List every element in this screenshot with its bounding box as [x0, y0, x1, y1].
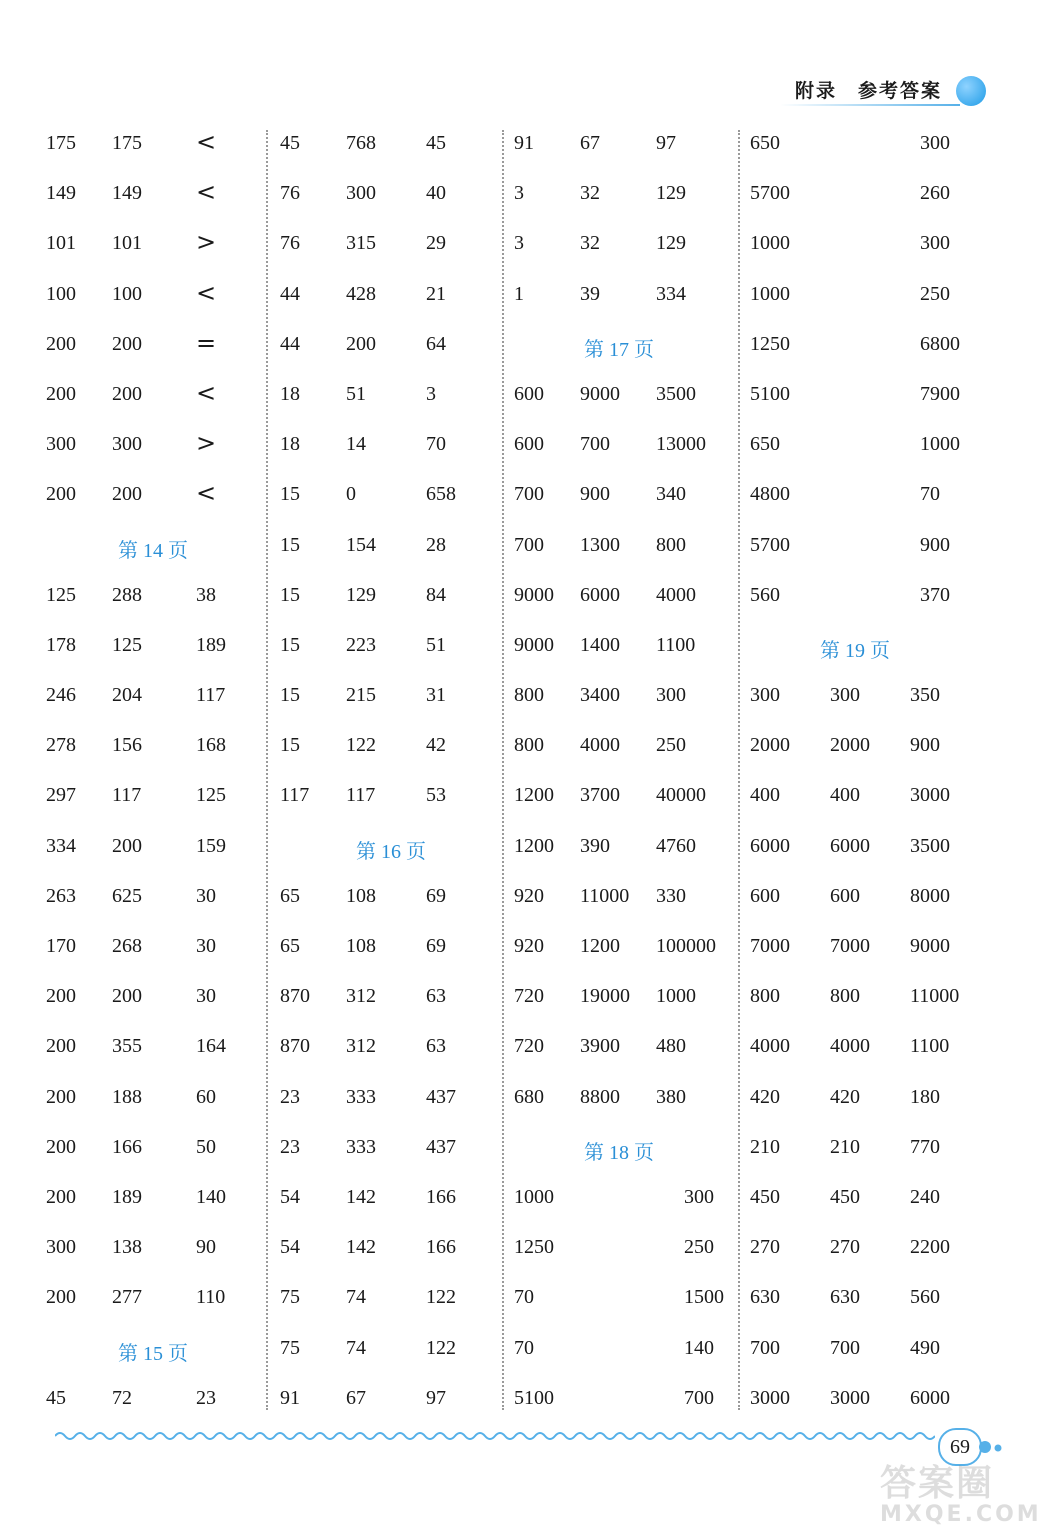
- answer-value: 44: [280, 282, 300, 305]
- answer-value: 65: [280, 935, 300, 957]
- answer-value: 149: [46, 182, 76, 205]
- answer-value: 200: [112, 483, 142, 506]
- answer-value: 108: [346, 935, 376, 957]
- answer-value: 250: [684, 1236, 714, 1259]
- answer-value: 72: [112, 1386, 132, 1409]
- answer-value: 312: [346, 1035, 376, 1058]
- comparison-symbol: >: [196, 228, 217, 257]
- answer-value: 69: [426, 884, 446, 907]
- answer-value: 129: [656, 182, 686, 205]
- answer-value: 50: [196, 1135, 216, 1158]
- answer-value: 1300: [580, 533, 620, 556]
- answer-value: 450: [750, 1185, 780, 1208]
- answer-value: 1200: [580, 935, 620, 957]
- answer-value: 1250: [750, 332, 790, 355]
- answer-value: 420: [830, 1085, 860, 1108]
- page-section-heading: 第 14 页: [118, 539, 188, 562]
- answer-value: 315: [346, 232, 376, 255]
- answer-value: 1200: [514, 834, 554, 857]
- answer-value: 658: [426, 483, 456, 506]
- wave-divider: [55, 1428, 935, 1444]
- answer-value: 70: [514, 1336, 534, 1359]
- answer-value: 70: [514, 1286, 534, 1309]
- answer-value: 32: [580, 232, 600, 255]
- answer-value: 76: [280, 232, 300, 255]
- answer-value: 200: [112, 834, 142, 857]
- answer-value: 156: [112, 734, 142, 757]
- watermark-text: 答案圈: [880, 1463, 995, 1504]
- answer-value: 44: [280, 332, 300, 355]
- answer-value: 7900: [920, 382, 960, 405]
- answer-value: 15: [280, 633, 300, 656]
- answer-value: 3: [514, 182, 524, 205]
- answer-value: 9000: [514, 583, 554, 606]
- answer-value: 5700: [750, 533, 790, 556]
- answer-value: 75: [280, 1336, 300, 1359]
- answer-value: 30: [196, 935, 216, 957]
- answer-value: 210: [750, 1135, 780, 1158]
- answer-value: 11000: [910, 985, 960, 1008]
- answer-value: 250: [920, 282, 950, 305]
- answer-value: 200: [46, 1035, 76, 1058]
- answer-value: 450: [830, 1185, 860, 1208]
- answer-value: 200: [46, 985, 76, 1008]
- answer-value: 768: [346, 132, 376, 154]
- answer-value: 270: [750, 1236, 780, 1259]
- answer-value: 200: [112, 985, 142, 1008]
- column-separator: [266, 130, 268, 1410]
- comparison-symbol: <: [196, 128, 217, 156]
- answer-value: 1: [514, 282, 524, 305]
- answer-value: 6000: [580, 583, 620, 606]
- comparison-symbol: <: [196, 378, 217, 407]
- answer-value: 170: [46, 935, 76, 957]
- page-section-heading: 第 19 页: [820, 639, 890, 662]
- answer-value: 168: [196, 734, 226, 757]
- answer-value: 30: [196, 884, 216, 907]
- answer-value: 5100: [750, 382, 790, 405]
- answer-value: 18: [280, 382, 300, 405]
- answer-value: 32: [580, 182, 600, 205]
- answer-value: 142: [346, 1236, 376, 1259]
- page-section-heading: 第 16 页: [356, 840, 426, 863]
- answer-value: 19000: [580, 985, 630, 1008]
- answer-value: 51: [426, 633, 446, 656]
- answer-value: 90: [196, 1236, 216, 1259]
- answer-value: 300: [684, 1185, 714, 1208]
- answer-value: 91: [280, 1386, 300, 1409]
- answer-value: 300: [46, 1236, 76, 1259]
- answer-value: 900: [910, 734, 940, 757]
- answer-value: 1200: [514, 784, 554, 807]
- answer-value: 4760: [656, 834, 696, 857]
- answer-value: 900: [920, 533, 950, 556]
- answer-value: 200: [46, 1185, 76, 1208]
- answer-value: 4000: [750, 1035, 790, 1058]
- answer-value: 14: [346, 433, 366, 456]
- answer-value: 3: [426, 382, 436, 405]
- answer-value: 420: [750, 1085, 780, 1108]
- answer-value: 97: [426, 1386, 446, 1409]
- answer-value: 3900: [580, 1035, 620, 1058]
- answer-value: 263: [46, 884, 76, 907]
- answer-value: 870: [280, 985, 310, 1008]
- answer-value: 64: [426, 332, 446, 355]
- answer-value: 1250: [514, 1236, 554, 1259]
- answer-value: 720: [514, 1035, 544, 1058]
- answer-value: 76: [280, 182, 300, 205]
- answer-value: 490: [910, 1336, 940, 1359]
- answer-value: 8000: [910, 884, 950, 907]
- column-separator: [738, 130, 740, 1410]
- answer-value: 6000: [910, 1386, 950, 1409]
- answer-value: 97: [656, 132, 676, 154]
- answer-value: 122: [426, 1286, 456, 1309]
- answer-value: 69: [426, 935, 446, 957]
- answer-value: 1000: [656, 985, 696, 1008]
- comparison-symbol: <: [196, 479, 217, 508]
- answer-value: 9000: [910, 935, 950, 957]
- answer-value: 920: [514, 884, 544, 907]
- header-circle-decoration: [956, 76, 986, 106]
- answer-value: 42: [426, 734, 446, 757]
- answer-value: 175: [112, 132, 142, 154]
- answer-value: 560: [910, 1286, 940, 1309]
- answer-value: 770: [910, 1135, 940, 1158]
- answer-value: 870: [280, 1035, 310, 1058]
- answer-value: 63: [426, 1035, 446, 1058]
- answer-value: 246: [46, 684, 76, 707]
- answer-value: 13000: [656, 433, 706, 456]
- answer-value: 175: [46, 132, 76, 154]
- answer-value: 3: [514, 232, 524, 255]
- comparison-symbol: =: [196, 328, 217, 357]
- answer-value: 75: [280, 1286, 300, 1309]
- answer-value: 23: [280, 1135, 300, 1158]
- dots-decoration: [978, 1440, 1008, 1454]
- answer-value: 40: [426, 182, 446, 205]
- answer-value: 355: [112, 1035, 142, 1058]
- answer-value: 380: [656, 1085, 686, 1108]
- answer-value: 210: [830, 1135, 860, 1158]
- answer-value: 600: [514, 382, 544, 405]
- answer-value: 428: [346, 282, 376, 305]
- answer-value: 7000: [830, 935, 870, 957]
- answer-value: 250: [656, 734, 686, 757]
- answer-value: 625: [112, 884, 142, 907]
- answer-value: 117: [112, 784, 142, 807]
- answer-value: 15: [280, 684, 300, 707]
- answer-value: 1000: [514, 1185, 554, 1208]
- answer-value: 200: [112, 382, 142, 405]
- answer-value: 142: [346, 1185, 376, 1208]
- answer-value: 3400: [580, 684, 620, 707]
- answer-value: 122: [346, 734, 376, 757]
- answer-value: 560: [750, 583, 780, 606]
- answer-value: 2200: [910, 1236, 950, 1259]
- comparison-symbol: >: [196, 429, 217, 458]
- answer-value: 700: [830, 1336, 860, 1359]
- answer-value: 200: [46, 1085, 76, 1108]
- answer-value: 3000: [910, 784, 950, 807]
- answer-value: 4000: [580, 734, 620, 757]
- answer-value: 6800: [920, 332, 960, 355]
- answer-value: 70: [426, 433, 446, 456]
- answer-value: 53: [426, 784, 446, 807]
- answer-value: 39: [580, 282, 600, 305]
- answer-value: 100: [112, 282, 142, 305]
- answer-value: 91: [514, 132, 534, 154]
- answer-value: 2000: [830, 734, 870, 757]
- answer-value: 15: [280, 583, 300, 606]
- answer-value: 23: [196, 1386, 216, 1409]
- answer-value: 67: [346, 1386, 366, 1409]
- answer-value: 166: [112, 1135, 142, 1158]
- answer-value: 189: [196, 633, 226, 656]
- answer-value: 277: [112, 1286, 142, 1309]
- answer-value: 900: [580, 483, 610, 506]
- answer-value: 28: [426, 533, 446, 556]
- answer-value: 15: [280, 734, 300, 757]
- header-divider: [780, 104, 960, 106]
- answer-value: 278: [46, 734, 76, 757]
- answer-value: 300: [750, 684, 780, 707]
- answer-value: 7000: [750, 935, 790, 957]
- answer-value: 300: [46, 433, 76, 456]
- answer-value: 23: [280, 1085, 300, 1108]
- answer-value: 5100: [514, 1386, 554, 1409]
- answer-value: 11000: [580, 884, 630, 907]
- answer-value: 51: [346, 382, 366, 405]
- answer-value: 650: [750, 132, 780, 154]
- page-section-heading: 第 15 页: [118, 1342, 188, 1365]
- answer-value: 480: [656, 1035, 686, 1058]
- answer-value: 200: [46, 483, 76, 506]
- answer-value: 650: [750, 433, 780, 456]
- answer-value: 149: [112, 182, 142, 205]
- answer-value: 370: [920, 583, 950, 606]
- answer-value: 3500: [910, 834, 950, 857]
- answer-value: 215: [346, 684, 376, 707]
- answer-value: 330: [656, 884, 686, 907]
- answer-value: 125: [46, 583, 76, 606]
- answer-value: 200: [346, 332, 376, 355]
- answer-value: 101: [46, 232, 76, 255]
- watermark-logo: [880, 1455, 1042, 1527]
- answer-value: 15: [280, 483, 300, 506]
- answer-value: 129: [656, 232, 686, 255]
- answer-value: 630: [750, 1286, 780, 1309]
- column-separator: [502, 130, 504, 1410]
- answer-value: 60: [196, 1085, 216, 1108]
- comparison-symbol: <: [196, 178, 217, 207]
- answer-value: 164: [196, 1035, 226, 1058]
- answer-value: 140: [684, 1336, 714, 1359]
- answer-value: 300: [920, 132, 950, 154]
- answer-value: 70: [920, 483, 940, 506]
- answer-value: 84: [426, 583, 446, 606]
- answer-value: 100: [46, 282, 76, 305]
- answer-value: 630: [830, 1286, 860, 1309]
- answer-value: 189: [112, 1185, 142, 1208]
- answer-value: 45: [46, 1386, 66, 1409]
- answer-value: 1000: [750, 282, 790, 305]
- answer-value: 200: [46, 382, 76, 405]
- answer-value: 700: [514, 533, 544, 556]
- answer-value: 6000: [830, 834, 870, 857]
- answer-value: 800: [830, 985, 860, 1008]
- answer-value: 437: [426, 1135, 456, 1158]
- answer-value: 74: [346, 1336, 366, 1359]
- answer-value: 400: [750, 784, 780, 807]
- page-section-heading: 第 17 页: [584, 338, 654, 361]
- answer-value: 122: [426, 1336, 456, 1359]
- answer-value: 74: [346, 1286, 366, 1309]
- answer-value: 200: [46, 1135, 76, 1158]
- answer-value: 1500: [684, 1286, 724, 1309]
- answer-value: 54: [280, 1236, 300, 1259]
- page-number: 69: [938, 1428, 982, 1466]
- answer-value: 204: [112, 684, 142, 707]
- answer-value: 333: [346, 1085, 376, 1108]
- answer-value: 334: [656, 282, 686, 305]
- answer-value: 117: [280, 784, 310, 807]
- answer-value: 2000: [750, 734, 790, 757]
- answer-value: 3500: [656, 382, 696, 405]
- answer-value: 117: [196, 684, 226, 707]
- answer-value: 9000: [580, 382, 620, 405]
- answer-value: 334: [46, 834, 76, 857]
- answer-value: 40000: [656, 784, 706, 807]
- answer-value: 4000: [656, 583, 696, 606]
- answer-value: 18: [280, 433, 300, 456]
- answer-value: 63: [426, 985, 446, 1008]
- answer-value: 129: [346, 583, 376, 606]
- answer-value: 700: [750, 1336, 780, 1359]
- answer-value: 268: [112, 935, 142, 957]
- answer-value: 1000: [750, 232, 790, 255]
- answer-value: 140: [196, 1185, 226, 1208]
- answer-value: 178: [46, 633, 76, 656]
- answer-value: 8800: [580, 1085, 620, 1108]
- answer-value: 31: [426, 684, 446, 707]
- answer-value: 270: [830, 1236, 860, 1259]
- page-section-heading: 第 18 页: [584, 1141, 654, 1164]
- answer-value: 3700: [580, 784, 620, 807]
- page-header: [700, 70, 1000, 110]
- answer-value: 200: [46, 1286, 76, 1309]
- answer-value: 700: [580, 433, 610, 456]
- answer-value: 240: [910, 1185, 940, 1208]
- answer-value: 340: [656, 483, 686, 506]
- answer-value: 67: [580, 132, 600, 154]
- answer-value: 4800: [750, 483, 790, 506]
- answer-value: 15: [280, 533, 300, 556]
- answer-value: 38: [196, 583, 216, 606]
- comparison-symbol: <: [196, 278, 217, 307]
- answer-value: 680: [514, 1085, 544, 1108]
- answer-value: 1100: [656, 633, 696, 656]
- answer-value: 4000: [830, 1035, 870, 1058]
- answer-value: 1400: [580, 633, 620, 656]
- answer-value: 700: [684, 1386, 714, 1409]
- answer-value: 166: [426, 1236, 456, 1259]
- answer-value: 45: [426, 132, 446, 154]
- answer-value: 800: [514, 734, 544, 757]
- answer-value: 200: [112, 332, 142, 355]
- answer-value: 188: [112, 1085, 142, 1108]
- watermark-url: MXQE.COM: [880, 1502, 1042, 1527]
- answer-value: 154: [346, 533, 376, 556]
- answer-value: 65: [280, 884, 300, 907]
- answer-value: 125: [196, 784, 226, 807]
- answer-value: 333: [346, 1135, 376, 1158]
- answer-value: 300: [830, 684, 860, 707]
- answer-value: 138: [112, 1236, 142, 1259]
- answer-value: 125: [112, 633, 142, 656]
- answer-value: 300: [920, 232, 950, 255]
- answer-value: 21: [426, 282, 446, 305]
- answer-value: 288: [112, 583, 142, 606]
- answer-value: 300: [656, 684, 686, 707]
- answer-value: 45: [280, 132, 300, 154]
- answer-value: 800: [750, 985, 780, 1008]
- answer-value: 800: [514, 684, 544, 707]
- answer-value: 300: [112, 433, 142, 456]
- answer-value: 920: [514, 935, 544, 957]
- answer-value: 223: [346, 633, 376, 656]
- answer-value: 600: [750, 884, 780, 907]
- answer-value: 159: [196, 834, 226, 857]
- header-title: 附录 参考答案: [794, 80, 942, 102]
- answer-value: 166: [426, 1185, 456, 1208]
- answer-value: 297: [46, 784, 76, 807]
- answer-value: 30: [196, 985, 216, 1008]
- answer-value: 9000: [514, 633, 554, 656]
- answer-value: 1100: [910, 1035, 950, 1058]
- answer-value: 400: [830, 784, 860, 807]
- answer-value: 437: [426, 1085, 456, 1108]
- answer-value: 54: [280, 1185, 300, 1208]
- answer-value: 6000: [750, 834, 790, 857]
- answer-value: 100000: [656, 935, 716, 957]
- answer-value: 720: [514, 985, 544, 1008]
- answer-value: 312: [346, 985, 376, 1008]
- answer-value: 390: [580, 834, 610, 857]
- answer-value: 108: [346, 884, 376, 907]
- answer-value: 260: [920, 182, 950, 205]
- answer-value: 800: [656, 533, 686, 556]
- answer-value: 600: [830, 884, 860, 907]
- answer-value: 1000: [920, 433, 960, 456]
- answer-value: 3000: [750, 1386, 790, 1409]
- answer-value: 200: [46, 332, 76, 355]
- answer-value: 29: [426, 232, 446, 255]
- answer-value: 0: [346, 483, 356, 506]
- answer-value: 5700: [750, 182, 790, 205]
- answer-value: 700: [514, 483, 544, 506]
- answer-value: 101: [112, 232, 142, 255]
- answer-value: 600: [514, 433, 544, 456]
- answer-value: 3000: [830, 1386, 870, 1409]
- answer-value: 117: [346, 784, 376, 807]
- answer-value: 350: [910, 684, 940, 707]
- answer-value: 300: [346, 182, 376, 205]
- answer-value: 180: [910, 1085, 940, 1108]
- answer-value: 110: [196, 1286, 226, 1309]
